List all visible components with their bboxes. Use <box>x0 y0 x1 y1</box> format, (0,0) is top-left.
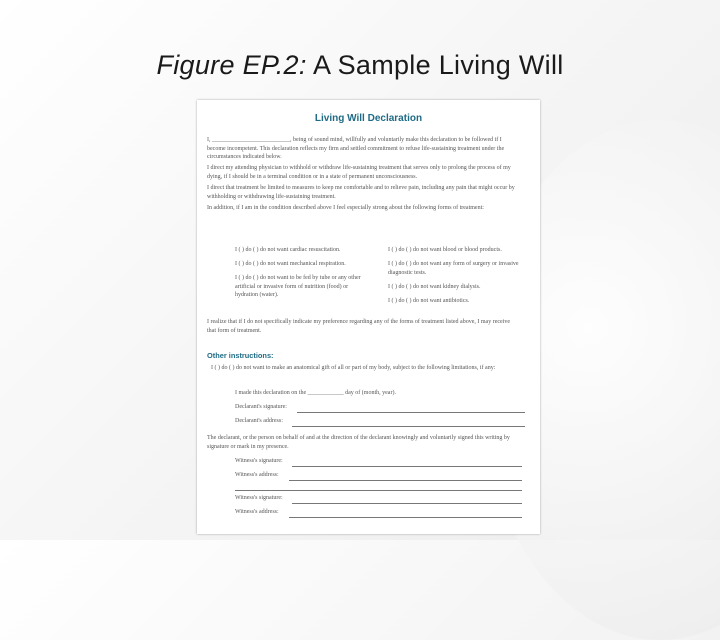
directive-paragraph: I direct my attending physician to withhold or withdraw life-sustaining treatment that serves only to prolong the process of my dying, if I should be in a terminal condition or in a state of permanent unconsciousness. <box>207 165 511 180</box>
witness-address-label-1: Witness's address: <box>235 472 279 478</box>
option-cardiac-resuscitation: I ( ) do ( ) do not want cardiac resuscitation. <box>235 247 341 253</box>
option-kidney-dialysis: I ( ) do ( ) do not want kidney dialysis. <box>388 284 481 290</box>
figure-caption: A Sample Living Will <box>306 50 564 80</box>
slide-title <box>0 50 720 81</box>
document-title: Living Will Declaration <box>314 113 423 124</box>
witness-address-line-1b[interactable] <box>235 490 522 491</box>
declarant-address-line[interactable] <box>292 426 525 427</box>
anatomical-gift-text: I ( ) do ( ) do not want to make an anatomical gift of all or part of my body, subject to the following limitations, if any: <box>211 365 496 371</box>
witness-signature-label-2: Witness's signature: <box>235 495 283 501</box>
witness-statement: The declarant, or the person on behalf of and at the direction of the declarant knowingly and voluntarily signed this writing by signature or mark in my presence. <box>207 435 510 450</box>
option-surgery: I ( ) do ( ) do not want any form of surgery or invasive diagnostic tests. <box>388 261 519 276</box>
option-antibiotics: I ( ) do ( ) do not want antibiotics. <box>388 298 470 304</box>
living-will-document <box>197 100 540 534</box>
witness-address-line-2[interactable] <box>289 517 522 518</box>
witness-address-line-1[interactable] <box>289 480 522 481</box>
declarant-signature-line[interactable] <box>297 412 525 413</box>
option-tube-feeding: I ( ) do ( ) do not want to be fed by tube or any other artificial or invasive form of nutrition (food) or hydration (water). <box>235 275 361 299</box>
declarant-address-label: Declarant's address: <box>235 418 283 424</box>
closing-paragraph: I realize that if I do not specifically indicate my preference regarding any of the forms of treatment listed above, I may receive that form of treatment. <box>207 319 511 334</box>
option-blood-products: I ( ) do ( ) do not want blood or blood products. <box>388 247 502 253</box>
treatment-intro-paragraph: In addition, if I am in the condition described above I feel especially strong about the following forms of treatment: <box>207 205 484 211</box>
declarant-signature-label: Declarant's signature: <box>235 404 287 410</box>
declaration-paragraph: I, __________________________, being of sound mind, willfully and voluntarily make this declaration to be followed if I become incompetent. This declaration reflects my firm and settled commitment to refuse life-sustaining treatment under the circumstances indicated below. <box>207 137 505 161</box>
witness-signature-line-1[interactable] <box>292 466 522 467</box>
option-mechanical-respiration: I ( ) do ( ) do not want mechanical respiration. <box>235 261 346 267</box>
figure-label: Figure EP.2: <box>156 50 307 80</box>
comfort-paragraph: I direct that treatment be limited to measures to keep me comfortable and to relieve pain, including any pain that might occur by withholding or withdrawing life-sustaining treatment. <box>207 185 515 200</box>
witness-signature-label-1: Witness's signature: <box>235 458 283 464</box>
other-instructions-heading: Other instructions: <box>207 351 274 360</box>
witness-address-label-2: Witness's address: <box>235 509 279 515</box>
declaration-date-text: I made this declaration on the ____________ day of (month, year). <box>235 390 396 396</box>
witness-signature-line-2[interactable] <box>292 503 522 504</box>
